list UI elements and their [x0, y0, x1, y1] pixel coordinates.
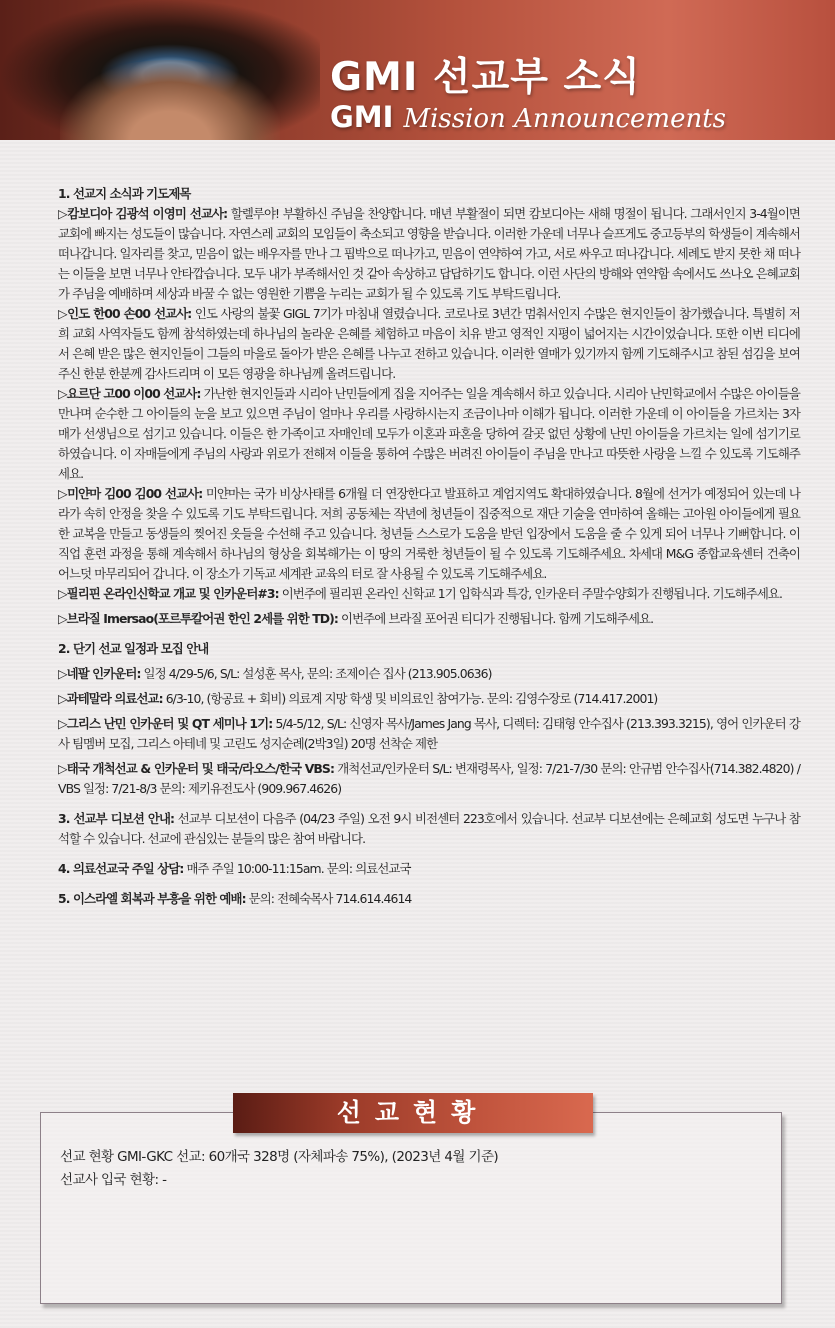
- mission-item-india: [58, 304, 800, 384]
- status-line-2: 선교사 입국 현황: -: [60, 1172, 167, 1188]
- item-text: 5/4-5/12, S/L: 신영자 목사/James Jang 목사, 디렉터: 김태형 안수집사 (213.393.3215), 영어 인카운터 강사 팀멤버 모집, 그리스 아테네 및 고린도 성지순례(2박3일) 20명 선착순 제한: [58, 716, 800, 751]
- mission-status-banner: 선교현황: [233, 1093, 593, 1133]
- item-text: 일정 4/29-5/6, S/L: 설성훈 목사, 문의: 조제이슨 집사 (213.905.0636): [140, 666, 492, 681]
- mission-item-philippines: [58, 584, 800, 604]
- item-label: 4. 의료선교국 주일 상담:: [58, 861, 184, 876]
- item-label: ▷인도 한00 손00 선교사:: [58, 306, 192, 321]
- shortterm-item-thailand: [58, 759, 800, 799]
- shortterm-item-guatemala: [58, 689, 800, 709]
- item-text: 매주 주일 10:00-11:15am. 문의: 의료선교국: [183, 861, 411, 876]
- item-label: ▷필리핀 온라인신학교 개교 및 인카운터#3:: [58, 586, 279, 601]
- mission-item-jordan: [58, 384, 800, 484]
- item-text: 미얀마는 국가 비상사태를 6개월 더 연장한다고 발표하고 계엄지역도 확대하였습니다. 8월에 선거가 예정되어 있는데 나라가 속히 안정을 찾을 수 있도록 기도 부탁드립니다. 저희 공동체는 작년에 청년들이 집중적으로 재단 기술을 연마하여 올해는 고아원 아이들에게 필요한 교복을 만들고 동생들의 찢어진 옷들을 수선해 주고 있습니다. 청년들 스스로가 도움을 받던 입장에서 도움을 줄 수 있게 되어 너무나 기뻐합니다. 이 직업 훈련 과정을 통해 계속해서 하나님의 형상을 회복해가는 이 땅의 거룩한 청년들이 될 수 있도록 기도해주세요. 차세대 M&G 종합교육센터 건축이 어느덧 마무리되어 갑니다. 이 장소가 기독교 세계관 교육의 터로 잘 사용될 수 있도록 기도해주세요.: [58, 486, 800, 581]
- item-label: 5. 이스라엘 회복과 부흥을 위한 예배:: [58, 891, 246, 906]
- item-label: ▷요르단 고00 이00 선교사:: [58, 386, 201, 401]
- mission-item-cambodia: [58, 204, 800, 304]
- announcements-content: [58, 184, 800, 909]
- section-1-title: 1. 선교지 소식과 기도제목: [58, 186, 191, 201]
- item-text: 가난한 현지인들과 시리아 난민들에게 집을 지어주는 일을 계속해서 하고 있습니다. 시리아 난민학교에서 수많은 아이들을 만나며 순수한 그 아이들의 눈을 보고 있으면 주님이 얼마나 우리를 사랑하시는지 조금이나마 이해가 됩니다. 이러한 가운데 이 아이들을 가르치는 3자매가 선생님으로 섬기고 있습니다. 이들은 한 가족이고 자매인데 모두가 이혼과 파혼을 당하여 갈곳 없던 상황에 난민 아이들을 가르치는 일에 섬기기로 하였습니다. 이 자매들에게 주님의 사랑과 위로가 전해져 이들을 통하여 수많은 버려진 아이들이 주님을 만나고 따뜻한 사랑을 느낄 수 있도록 기도해주세요.: [58, 386, 800, 481]
- item-label: ▷브라질 Imersao(포르투칼어권 한인 2세를 위한 TD):: [58, 611, 338, 626]
- mission-status-box: [40, 1112, 782, 1304]
- subtitle-script: Mission Announcements: [403, 104, 726, 134]
- item-label: 3. 선교부 디보션 안내:: [58, 811, 175, 826]
- item-text: 선교부 디보션이 다음주 (04/23 주일) 오전 9시 비전센터 223호에서 있습니다. 선교부 디보션에는 은혜교회 성도면 누구나 참석할 수 있습니다. 선교에 관심있는 분들의 많은 참여 바랍니다.: [58, 811, 800, 846]
- item-label: ▷미얀마 김00 김00 선교사:: [58, 486, 203, 501]
- item-label: ▷캄보디아 김광석 이영미 선교사:: [58, 206, 228, 221]
- page-subtitle: [330, 100, 726, 134]
- page-title: GMI 선교부 소식: [330, 55, 641, 100]
- hands-image: [60, 60, 280, 140]
- status-line-1: 선교 현황 GMI-GKC 선교: 60개국 328명 (자체파송 75%), (2023년 4월 기준): [60, 1149, 499, 1165]
- header-banner: [0, 0, 835, 140]
- section-3-devotion: [58, 809, 800, 849]
- shortterm-item-nepal: [58, 664, 800, 684]
- item-label: ▷네팔 인카운터:: [58, 666, 141, 681]
- item-text: 이번주에 브라질 포어권 티디가 진행됩니다. 함께 기도해주세요.: [337, 611, 654, 626]
- item-label: ▷그리스 난민 인카운터 및 QT 세미나 1기:: [58, 716, 273, 731]
- section-5-israel: [58, 889, 800, 909]
- item-label: ▷과테말라 의료선교:: [58, 691, 163, 706]
- item-text: 문의: 전혜숙목사 714.614.4614: [245, 891, 412, 906]
- shortterm-item-greece: [58, 714, 800, 754]
- section-4-medical: [58, 859, 800, 879]
- item-label: ▷태국 개척선교 & 인카운터 및 태국/라오스/한국 VBS:: [58, 761, 335, 776]
- section-2-title: 2. 단기 선교 일정과 모집 안내: [58, 641, 209, 656]
- item-text: 6/3-10, (항공료 + 회비) 의료계 지망 학생 및 비의료인 참여가능. 문의: 김영수장로 (714.417.2001): [162, 691, 658, 706]
- item-text: 개척선교/인카운터 S/L: 변재령목사, 일정: 7/21-7/30 문의: 안규범 안수집사(714.382.4820) / VBS 일정: 7/21-8/3 문의: 제키유전도사 (909.967.4626): [58, 761, 800, 796]
- item-text: 이번주에 필리핀 온라인 신학교 1기 입학식과 특강, 인카운터 주말수양회가 진행됩니다. 기도해주세요.: [278, 586, 783, 601]
- item-text: 할렐루야! 부활하신 주님을 찬양합니다. 매년 부활절이 되면 캄보디아는 새해 명절이 됩니다. 그래서인지 3-4월이면 교회에 빠지는 성도들이 많습니다. 자연스레 교회의 모임들이 축소되고 영향을 받습니다. 이러한 가운데 너무나 슬프게도 중고등부의 학생들이 계속해서 떠나갑니다. 일자리를 찾고, 믿음이 없는 배우자를 만나 그 핍박으로 떠나가고, 믿음이 연약하여 가고, 서로 싸우고 떠나갑니다. 세례도 받지 못한 채 떠나는 이들을 보면 너무나 안타깝습니다. 모두 내가 부족해서인 것 같아 속상하고 답답하기도 합니다. 이런 사단의 방해와 연약함 속에서도 쓰나오 은혜교회가 주님을 예배하며 세상과 바꿀 수 없는 영원한 기쁨을 누리는 교회가 될 수 있도록 기도 부탁드립니다.: [58, 206, 801, 301]
- subtitle-gmi: GMI: [330, 100, 394, 134]
- mission-item-myanmar: [58, 484, 800, 584]
- item-text: 인도 사랑의 불꽃 GIGL 7기가 마침내 열렸습니다. 코로나로 3년간 멈춰서인지 수많은 현지인들이 참가했습니다. 특별히 저희 교회 사역자들도 함께 참석하였는데 하나님의 놀라운 은혜를 체험하고 마음이 치유 받고 영적인 지평이 넓어지는 시간이었습니다. 또한 이번 티디에서 은혜 받은 많은 현지인들이 그들의 마을로 돌아가 받은 은혜를 나누고 전하고 있습니다. 이러한 열매가 있기까지 함께 기도해주시고 참된 섬김을 보여주신 한분 한분께 감사드리며 이 모든 영광을 하나님께 올려드립니다.: [58, 306, 800, 381]
- mission-status-text: [60, 1146, 780, 1192]
- mission-item-brazil: [58, 609, 800, 629]
